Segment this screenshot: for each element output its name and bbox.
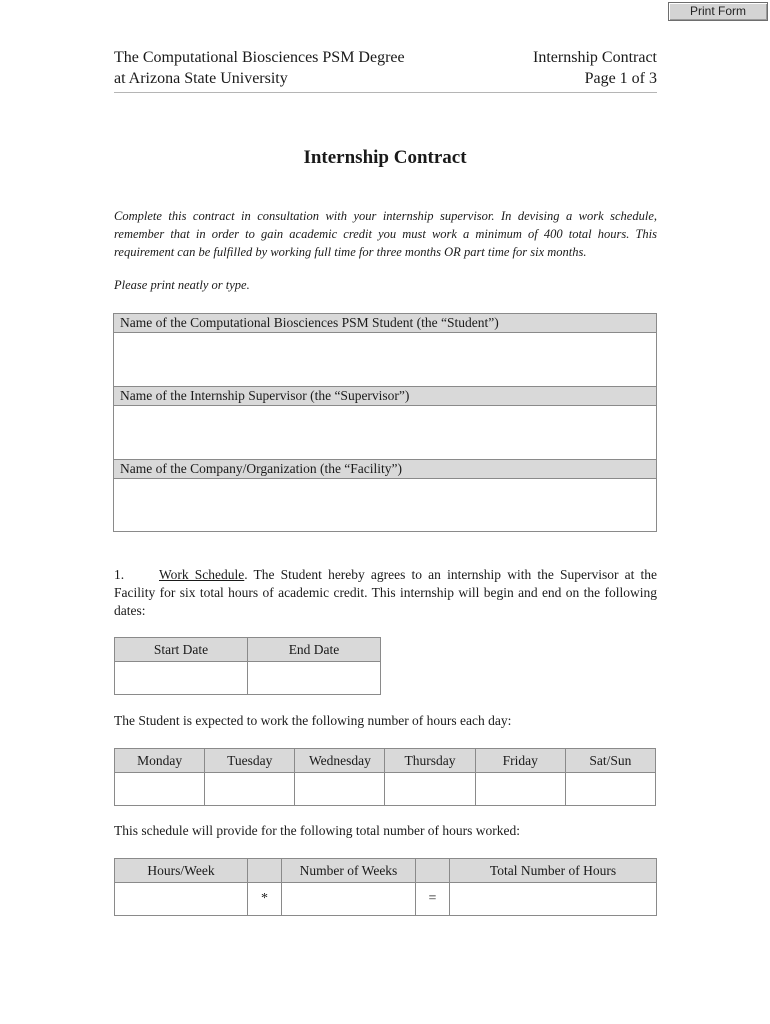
facility-name-field[interactable] — [114, 479, 656, 531]
weekend-header: Sat/Sun — [565, 749, 655, 773]
supervisor-name-label: Name of the Internship Supervisor (the “Supervisor”) — [114, 387, 656, 406]
page-number: Page 1 of 3 — [584, 70, 657, 87]
hours-per-week-field[interactable] — [115, 883, 248, 916]
end-date-header: End Date — [248, 638, 381, 662]
facility-name-label: Name of the Company/Organization (the “Facility”) — [114, 460, 656, 479]
total-hours-header: Total Number of Hours — [450, 859, 657, 883]
document-name: Internship Contract — [533, 49, 657, 66]
start-date-header: Start Date — [115, 638, 248, 662]
program-name: The Computational Biosciences PSM Degree — [114, 49, 405, 66]
friday-header: Friday — [475, 749, 565, 773]
total-hours-field[interactable] — [450, 883, 657, 916]
friday-hours-field[interactable] — [475, 773, 565, 806]
header-divider — [114, 92, 657, 93]
party-names-table — [113, 313, 657, 532]
intro-paragraph: Complete this contract in consultation with your internship supervisor. In devising a work schedule, remember that in order to gain academic credit you must work a minimum of 400 total hours. This requirement can be fulfilled by working full time for three months OR part time for six months. — [114, 209, 657, 259]
monday-hours-field[interactable] — [115, 773, 205, 806]
wednesday-header: Wednesday — [295, 749, 385, 773]
page-title: Internship Contract — [303, 147, 467, 168]
print-instruction: Please print neatly or type. — [114, 278, 250, 292]
equals-symbol: = — [416, 883, 450, 916]
weekend-hours-field[interactable] — [565, 773, 655, 806]
wednesday-hours-field[interactable] — [295, 773, 385, 806]
supervisor-name-field[interactable] — [114, 406, 656, 460]
monday-header: Monday — [115, 749, 205, 773]
tuesday-hours-field[interactable] — [205, 773, 295, 806]
student-name-field[interactable] — [114, 333, 656, 387]
start-date-field[interactable] — [115, 662, 248, 695]
tuesday-header: Tuesday — [205, 749, 295, 773]
section-heading: Work Schedule — [159, 567, 245, 582]
print-form-button[interactable]: Print Form — [668, 2, 768, 21]
total-hours-table — [114, 858, 657, 916]
thursday-hours-field[interactable] — [385, 773, 475, 806]
total-hours-sentence: This schedule will provide for the following total number of hours worked: — [114, 823, 521, 838]
multiply-symbol: * — [248, 883, 282, 916]
header-right — [533, 47, 657, 89]
daily-hours-sentence: The Student is expected to work the following number of hours each day: — [114, 713, 512, 728]
end-date-field[interactable] — [248, 662, 381, 695]
university-name: at Arizona State University — [114, 70, 288, 87]
number-of-weeks-header: Number of Weeks — [282, 859, 416, 883]
section-number: 1. — [114, 567, 125, 582]
student-name-label: Name of the Computational Biosciences PSM Student (the “Student”) — [114, 314, 656, 333]
section-text: . The Student hereby agrees to an internship with the Supervisor at the Facility for six total hours of academic credit. This internship will begin and end on the following dates: — [114, 567, 657, 618]
number-of-weeks-field[interactable] — [282, 883, 416, 916]
header-left — [114, 47, 405, 89]
operator-header-spacer — [248, 859, 282, 883]
thursday-header: Thursday — [385, 749, 475, 773]
daily-hours-table — [114, 748, 656, 806]
work-schedule-paragraph — [114, 566, 657, 620]
dates-table — [114, 637, 381, 695]
hours-per-week-header: Hours/Week — [115, 859, 248, 883]
equals-header-spacer — [416, 859, 450, 883]
